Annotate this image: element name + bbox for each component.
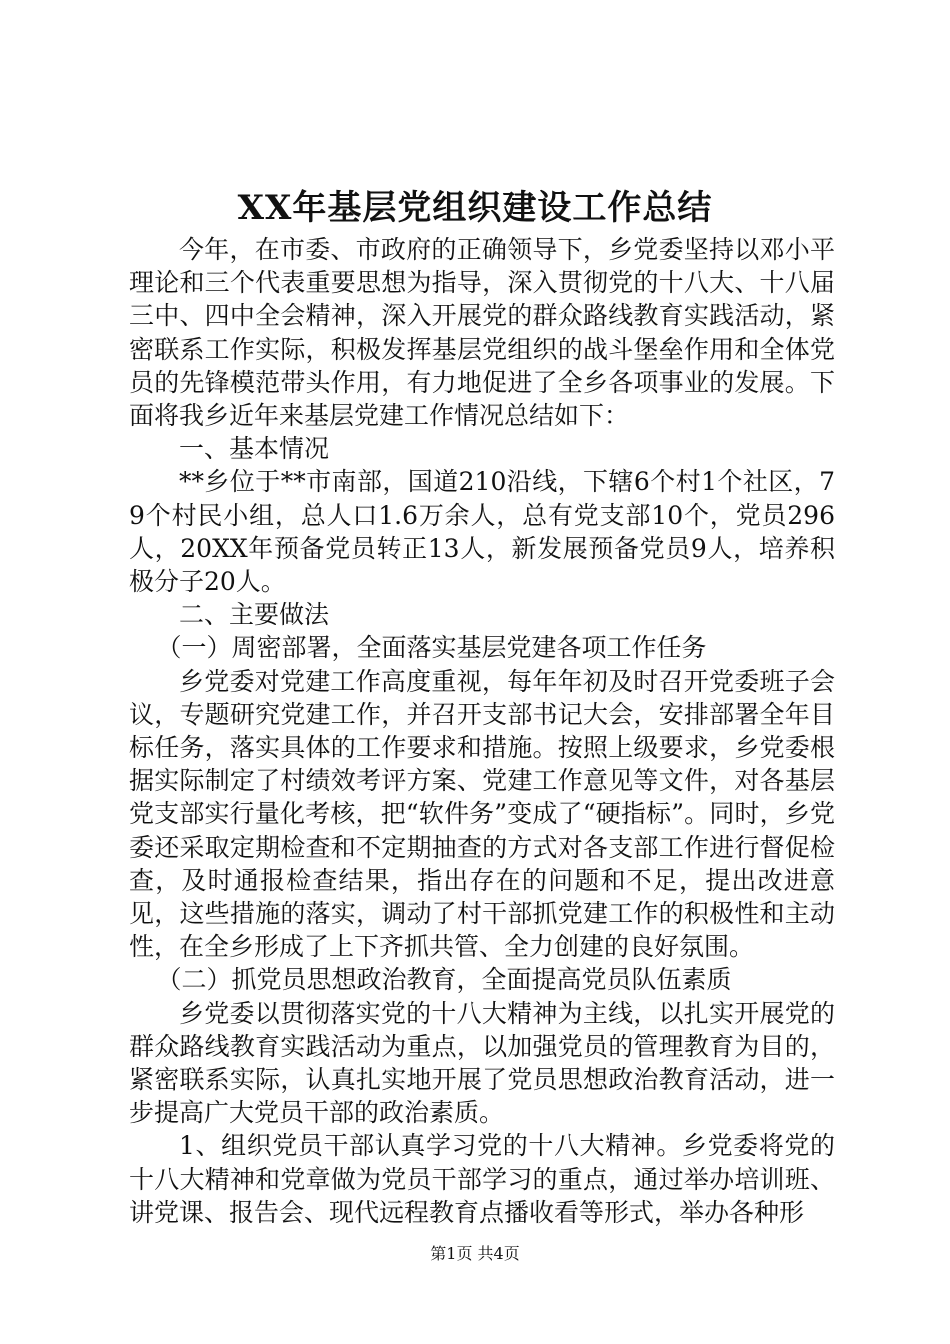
page-number: 第1页 共4页 [430, 1244, 520, 1263]
subheading-education: （二）抓党员思想政治教育，全面提高党员队伍素质 [156, 965, 732, 995]
paragraph-deployment: 乡党委对党建工作高度重视，每年年初及时召开党委班子会议，专题研究党建工作，并召开支部书记大会，安排部署全年目标任务，落实具体的工作要求和措施。按照上级要求，乡党委根据实际制定了村绩效考评方案、党建工作意见等文件，对各基层党支部实行量化考核，把“软件务”变成了“硬指标”。同时，乡党委还采取定期检查和不定期抽查的方式对各支部工作进行督促检查，及时通报检查结果，指出存在的问题和不足，提出改进意见，这些措施的落实，调动了村干部抓党建工作的积极性和主动性，在全乡形成了上下齐抓共管、全力创建的良好氛围。 [129, 666, 835, 962]
paragraph-intro: 今年，在市委、市政府的正确领导下，乡党委坚持以邓小平理论和三个代表重要思想为指导，深入贯彻党的十八大、十八届三中、四中全会精神，深入开展党的群众路线教育实践活动，紧密联系工作实际，积极发挥基层党组织的战斗堡垒作用和全体党员的先锋模范带头作用，有力地促进了全乡各项事业的发展。下面将我乡近年来基层党建工作情况总结如下： [129, 235, 835, 431]
section-heading-methods: 二、主要做法 [179, 600, 330, 630]
document-body [129, 233, 835, 1229]
paragraph-basic-info: **乡位于**市南部，国道210沿线，下辖6个村1个社区，79个村民小组，总人口1.6万余人，总有党支部10个，党员296人，20XX年预备党员转正13人，新发展预备党员9人，培养积极分子20人。 [129, 467, 835, 597]
document-title: XX年基层党组织建设工作总结 [237, 188, 713, 228]
paragraph-study: 1、组织党员干部认真学习党的十八大精神。乡党委将党的十八大精神和党章做为党员干部学习的重点，通过举办培训班、讲党课、报告会、现代远程教育点播收看等形式，举办各种形 [129, 1131, 835, 1227]
paragraph-education: 乡党委以贯彻落实党的十八大精神为主线，以扎实开展党的群众路线教育实践活动为重点，以加强党员的管理教育为目的，紧密联系实际，认真扎实地开展了党员思想政治教育活动，进一步提高广大党员干部的政治素质。 [129, 998, 835, 1128]
section-heading-basic: 一、基本情况 [179, 434, 330, 464]
subheading-deployment: （一）周密部署，全面落实基层党建各项工作任务 [156, 633, 707, 663]
